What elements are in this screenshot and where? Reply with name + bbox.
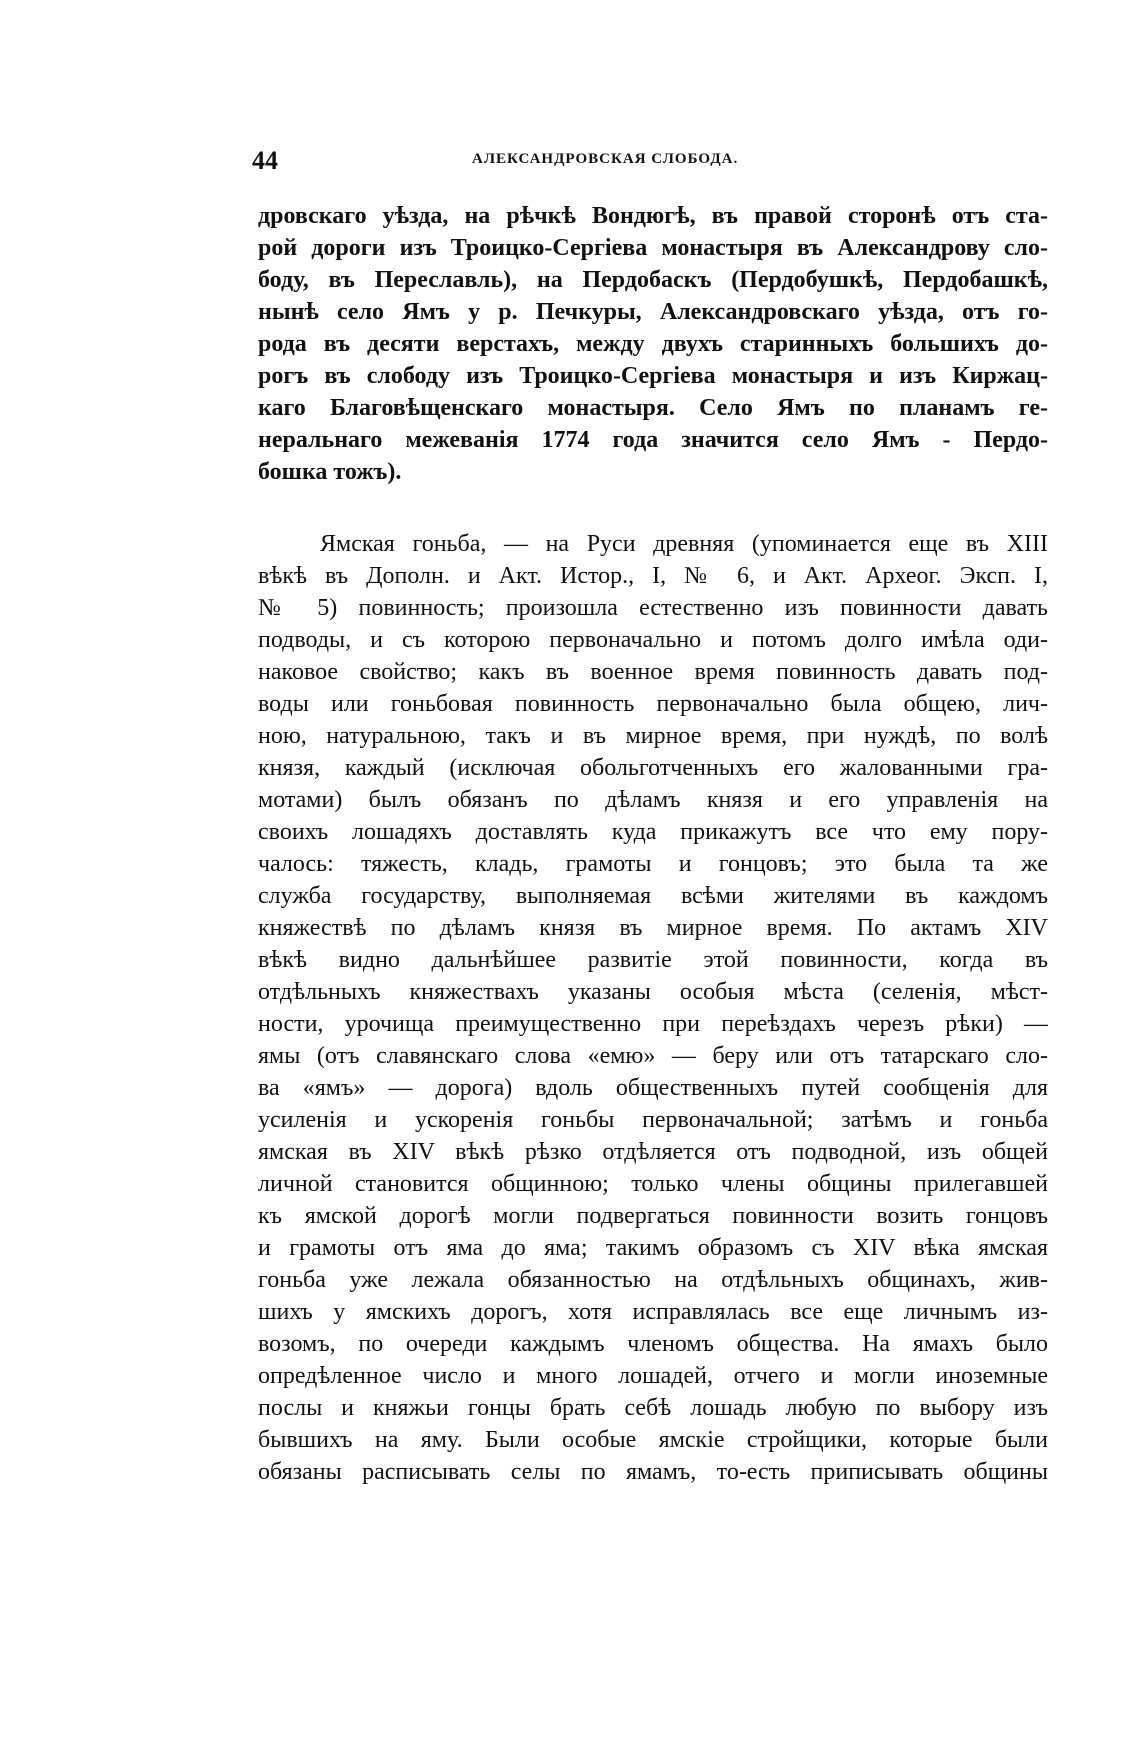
text-line: каго Благовѣщенскаго монастыря. Село Ямъ по планамъ ге- — [258, 395, 1048, 421]
text-line: рой дороги изъ Троицко-Сергіева монастыря въ Александрову сло- — [258, 235, 1048, 261]
text-line: № 5) повинность; произошла естественно изъ повинности давать — [258, 595, 1048, 621]
text-line: наковое свойство; какъ въ военное время повинность давать под- — [258, 659, 1048, 685]
text-line: къ ямской дорогѣ могли подвергаться повинности возить гонцовъ — [258, 1203, 1048, 1229]
text-line: нынѣ село Ямъ у р. Печкуры, Александровскаго уѣзда, отъ го- — [258, 299, 1048, 325]
text-line: возомъ, по очереди каждымъ членомъ общества. На ямахъ было — [258, 1331, 1048, 1357]
body-text — [258, 200, 1048, 1488]
paragraph-1 — [258, 200, 1048, 488]
text-line: и грамоты отъ яма до яма; такимъ образомъ съ XIV вѣка ямская — [258, 1235, 1048, 1261]
text-line: своихъ лошадяхъ доставлять куда прикажутъ все что ему пору- — [258, 819, 1048, 845]
text-line: опредѣленное число и много лошадей, отчего и могли иноземные — [258, 1363, 1048, 1389]
running-head — [252, 146, 1052, 176]
text-line: усиленія и ускоренія гоньбы первоначальной; затѣмъ и гоньба — [258, 1107, 1048, 1133]
paragraph-2 — [258, 528, 1048, 1488]
text-line: ности, урочища преимущественно при переѣздахъ черезъ рѣки) — — [258, 1011, 1048, 1037]
text-line: мотами) былъ обязанъ по дѣламъ князя и его управленія на — [258, 787, 1048, 813]
text-line: ямская въ XIV вѣкѣ рѣзко отдѣляется отъ подводной, изъ общей — [258, 1139, 1048, 1165]
text-line: шихъ у ямскихъ дорогъ, хотя исправлялась все еще личнымъ из- — [258, 1299, 1048, 1325]
text-line: бошка тожъ). — [258, 459, 402, 485]
text-line: дровскаго уѣзда, на рѣчкѣ Вондюгѣ, въ правой сторонѣ отъ ста- — [258, 203, 1048, 229]
text-line: чалось: тяжесть, кладь, грамоты и гонцовъ; это была та же — [258, 851, 1048, 877]
text-line: воды или гоньбовая повинность первоначально была общею, лич- — [258, 691, 1048, 717]
text-line: неральнаго межеванія 1774 года значится село Ямъ - Пердо- — [258, 427, 1048, 453]
text-line: личной становится общинною; только члены общины прилегавшей — [258, 1171, 1048, 1197]
text-line: ямы (отъ славянскаго слова «емю» — беру или отъ татарскаго сло- — [258, 1043, 1048, 1069]
text-line: вѣкѣ въ Дополн. и Акт. Истор., I, № 6, и Акт. Археог. Эксп. I, — [258, 563, 1048, 589]
text-line: бывшихъ на яму. Были особые ямскіе стройщики, которые были — [258, 1427, 1048, 1453]
text-line: отдѣльныхъ княжествахъ указаны особыя мѣста (селенія, мѣст- — [258, 979, 1048, 1005]
text-line: служба государству, выполняемая всѣми жителями въ каждомъ — [258, 883, 1048, 909]
text-line: Ямская гоньба, — на Руси древняя (упоминается еще въ XIII — [320, 531, 1048, 557]
text-line: ною, натуральною, такъ и въ мирное время, при нуждѣ, по волѣ — [258, 723, 1048, 749]
running-title: АЛЕКСАНДРОВСКАЯ СЛОБОДА. — [472, 151, 739, 167]
text-line: ва «ямъ» — дорога) вдоль общественныхъ путей сообщенія для — [258, 1075, 1048, 1101]
text-line: боду, въ Переславль), на Пердобаскъ (Пердобушкѣ, Пердобашкѣ, — [258, 267, 1048, 293]
text-line: князя, каждый (исключая обольготченныхъ его жалованными гра- — [258, 755, 1048, 781]
paragraph-gap — [258, 488, 1048, 528]
text-line: послы и княжьи гонцы брать себѣ лошадь любую по выбору изъ — [258, 1395, 1048, 1421]
text-line: рода въ десяти верстахъ, между двухъ старинныхъ большихъ до- — [258, 331, 1048, 357]
text-line: гоньба уже лежала обязанностью на отдѣльныхъ общинахъ, жив- — [258, 1267, 1048, 1293]
text-line: подводы, и съ которою первоначально и потомъ долго имѣла оди- — [258, 627, 1048, 653]
page-number: 44 — [252, 146, 278, 175]
text-line: вѣкѣ видно дальнѣйшее развитіе этой повинности, когда въ — [258, 947, 1048, 973]
text-line: княжествѣ по дѣламъ князя въ мирное время. По актамъ XIV — [258, 915, 1048, 941]
text-line: обязаны расписывать селы по ямамъ, то-есть приписывать общины — [258, 1459, 1048, 1485]
text-line: рогъ въ слободу изъ Троицко-Сергіева монастыря и изъ Киржац- — [258, 363, 1048, 389]
